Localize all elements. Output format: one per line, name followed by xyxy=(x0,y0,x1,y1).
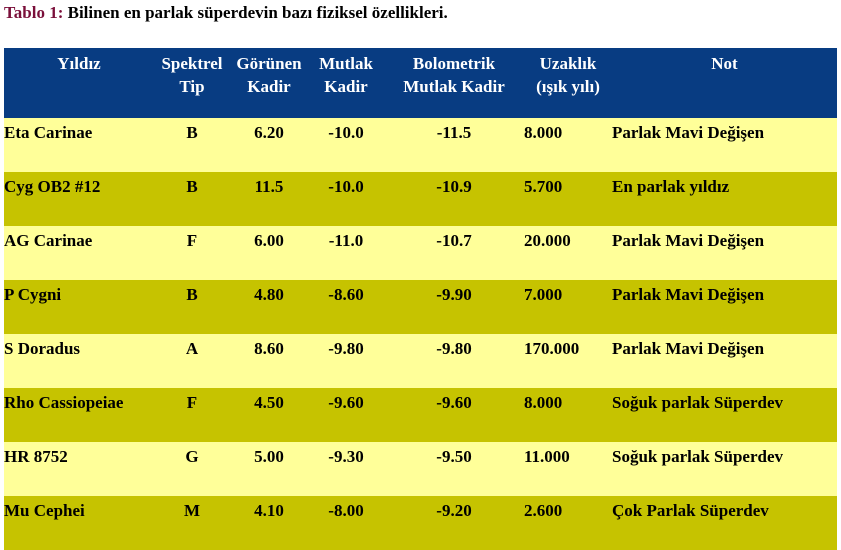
header-spectral-type: Spektrel Tip xyxy=(154,48,230,118)
caption-label: Tablo 1: xyxy=(4,3,64,22)
cell-star: Cyg OB2 #12 xyxy=(4,172,154,226)
cell-absolute: -9.30 xyxy=(308,442,384,496)
cell-absolute: -9.80 xyxy=(308,334,384,388)
cell-star: HR 8752 xyxy=(4,442,154,496)
cell-star: S Doradus xyxy=(4,334,154,388)
cell-note: Soğuk parlak Süperdev xyxy=(612,388,837,442)
caption-text: Bilinen en parlak süperdevin bazı fiziksel özellikleri. xyxy=(63,3,448,22)
cell-type: F xyxy=(154,388,230,442)
header-distance: Uzaklık (ışık yılı) xyxy=(524,48,612,118)
table-header-row xyxy=(4,48,837,118)
cell-apparent: 4.10 xyxy=(230,496,308,550)
table-row xyxy=(4,496,837,550)
cell-absolute: -10.0 xyxy=(308,118,384,172)
cell-star: Rho Cassiopeiae xyxy=(4,388,154,442)
cell-apparent: 4.50 xyxy=(230,388,308,442)
header-note: Not xyxy=(612,48,837,118)
cell-note: Parlak Mavi Değişen xyxy=(612,118,837,172)
cell-type: B xyxy=(154,172,230,226)
cell-absolute: -9.60 xyxy=(308,388,384,442)
cell-distance: 8.000 xyxy=(524,118,612,172)
cell-bolometric: -9.20 xyxy=(384,496,524,550)
cell-note: Soğuk parlak Süperdev xyxy=(612,442,837,496)
cell-type: A xyxy=(154,334,230,388)
cell-bolometric: -10.7 xyxy=(384,226,524,280)
cell-type: G xyxy=(154,442,230,496)
cell-distance: 7.000 xyxy=(524,280,612,334)
cell-apparent: 8.60 xyxy=(230,334,308,388)
table-row xyxy=(4,388,837,442)
table-row xyxy=(4,172,837,226)
cell-absolute: -10.0 xyxy=(308,172,384,226)
cell-note: Parlak Mavi Değişen xyxy=(612,226,837,280)
cell-distance: 170.000 xyxy=(524,334,612,388)
cell-apparent: 6.00 xyxy=(230,226,308,280)
cell-type: B xyxy=(154,118,230,172)
table-row xyxy=(4,442,837,496)
table-caption xyxy=(4,2,448,24)
cell-note: Çok Parlak Süperdev xyxy=(612,496,837,550)
cell-apparent: 4.80 xyxy=(230,280,308,334)
cell-apparent: 11.5 xyxy=(230,172,308,226)
cell-note: Parlak Mavi Değişen xyxy=(612,280,837,334)
table-row xyxy=(4,280,837,334)
cell-absolute: -8.60 xyxy=(308,280,384,334)
cell-type: M xyxy=(154,496,230,550)
header-star: Yıldız xyxy=(4,48,154,118)
cell-distance: 5.700 xyxy=(524,172,612,226)
cell-distance: 11.000 xyxy=(524,442,612,496)
cell-star: P Cygni xyxy=(4,280,154,334)
cell-note: Parlak Mavi Değişen xyxy=(612,334,837,388)
cell-distance: 20.000 xyxy=(524,226,612,280)
cell-absolute: -11.0 xyxy=(308,226,384,280)
cell-note: En parlak yıldız xyxy=(612,172,837,226)
cell-distance: 2.600 xyxy=(524,496,612,550)
cell-star: Mu Cephei xyxy=(4,496,154,550)
supergiant-table xyxy=(4,48,837,550)
cell-bolometric: -10.9 xyxy=(384,172,524,226)
cell-bolometric: -9.50 xyxy=(384,442,524,496)
cell-star: Eta Carinae xyxy=(4,118,154,172)
cell-bolometric: -11.5 xyxy=(384,118,524,172)
cell-bolometric: -9.60 xyxy=(384,388,524,442)
cell-type: F xyxy=(154,226,230,280)
cell-apparent: 5.00 xyxy=(230,442,308,496)
table-row xyxy=(4,226,837,280)
cell-bolometric: -9.90 xyxy=(384,280,524,334)
cell-type: B xyxy=(154,280,230,334)
header-absolute-magnitude: Mutlak Kadir xyxy=(308,48,384,118)
header-bolometric-magnitude: Bolometrik Mutlak Kadir xyxy=(384,48,524,118)
table-row xyxy=(4,118,837,172)
cell-apparent: 6.20 xyxy=(230,118,308,172)
header-apparent-magnitude: Görünen Kadir xyxy=(230,48,308,118)
cell-star: AG Carinae xyxy=(4,226,154,280)
cell-distance: 8.000 xyxy=(524,388,612,442)
cell-bolometric: -9.80 xyxy=(384,334,524,388)
table-row xyxy=(4,334,837,388)
cell-absolute: -8.00 xyxy=(308,496,384,550)
